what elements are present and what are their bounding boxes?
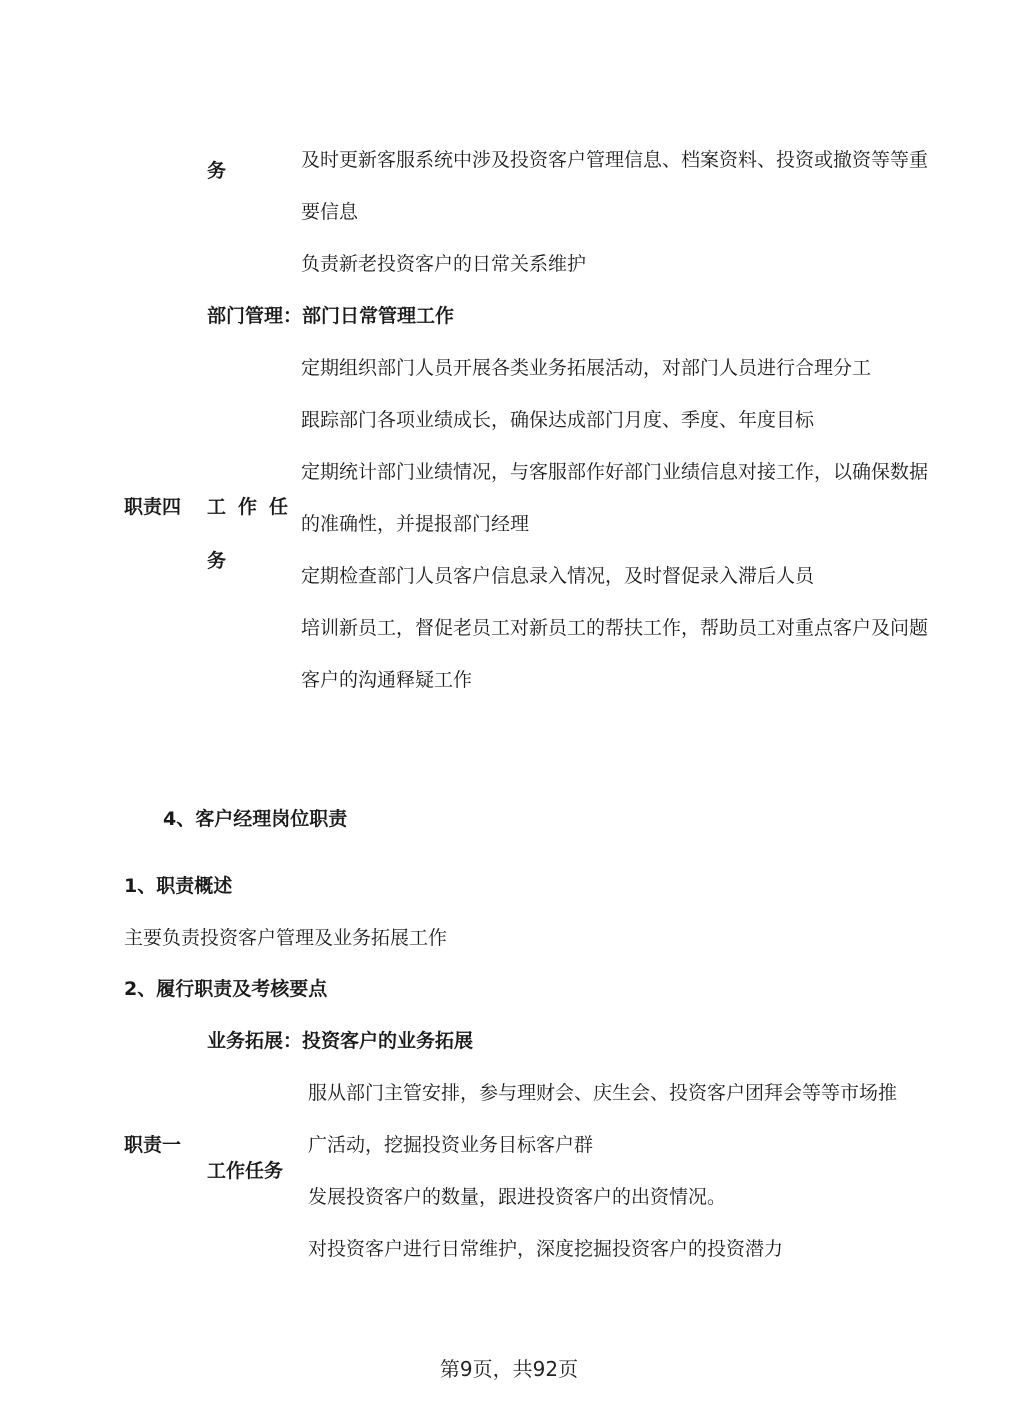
duty-label: 职责四 xyxy=(124,496,182,518)
task-line: 跟踪部门各项业绩成长，确保达成部门月度、季度、年度目标 xyxy=(301,409,815,431)
task-label: 工作任 xyxy=(207,496,301,518)
duty-category: 业务拓展：投资客户的业务拓展 xyxy=(207,1030,474,1052)
task-line: 的准确性，并提报部门经理 xyxy=(301,513,530,535)
task-label: 工作任务 xyxy=(207,1160,284,1182)
task-line: 及时更新客服系统中涉及投资客户管理信息、档案资料、投资或撤资等等重 xyxy=(301,149,929,171)
summary-text: 主要负责投资客户管理及业务拓展工作 xyxy=(124,927,448,949)
subheading: 1、职责概述 xyxy=(124,875,233,897)
task-line: 对投资客户进行日常维护，深度挖掘投资客户的投资潜力 xyxy=(308,1238,784,1260)
task-line: 培训新员工，督促老员工对新员工的帮扶工作，帮助员工对重点客户及问题 xyxy=(301,617,929,639)
task-label: 务 xyxy=(207,550,227,572)
duty-label: 职责一 xyxy=(124,1134,182,1156)
task-line: 负责新老投资客户的日常关系维护 xyxy=(301,253,587,275)
task-line: 广活动，挖掘投资业务目标客户群 xyxy=(308,1134,594,1156)
task-label-continuation: 务 xyxy=(207,160,227,182)
task-line: 定期组织部门人员开展各类业务拓展活动，对部门人员进行合理分工 xyxy=(301,357,872,379)
page-number: 第9页，共92页 xyxy=(439,1357,579,1381)
task-line: 客户的沟通释疑工作 xyxy=(301,669,473,691)
task-line: 服从部门主管安排，参与理财会、庆生会、投资客户团拜会等等市场推 xyxy=(308,1082,898,1104)
subheading: 2、履行职责及考核要点 xyxy=(124,978,328,1000)
section-heading: 4、客户经理岗位职责 xyxy=(163,808,348,830)
task-line: 要信息 xyxy=(301,201,359,223)
task-line: 定期检查部门人员客户信息录入情况，及时督促录入滞后人员 xyxy=(301,565,815,587)
task-line: 定期统计部门业绩情况，与客服部作好部门业绩信息对接工作，以确保数据 xyxy=(301,461,929,483)
task-line: 发展投资客户的数量，跟进投资客户的出资情况。 xyxy=(308,1186,727,1208)
duty-category: 部门管理：部门日常管理工作 xyxy=(207,305,455,327)
